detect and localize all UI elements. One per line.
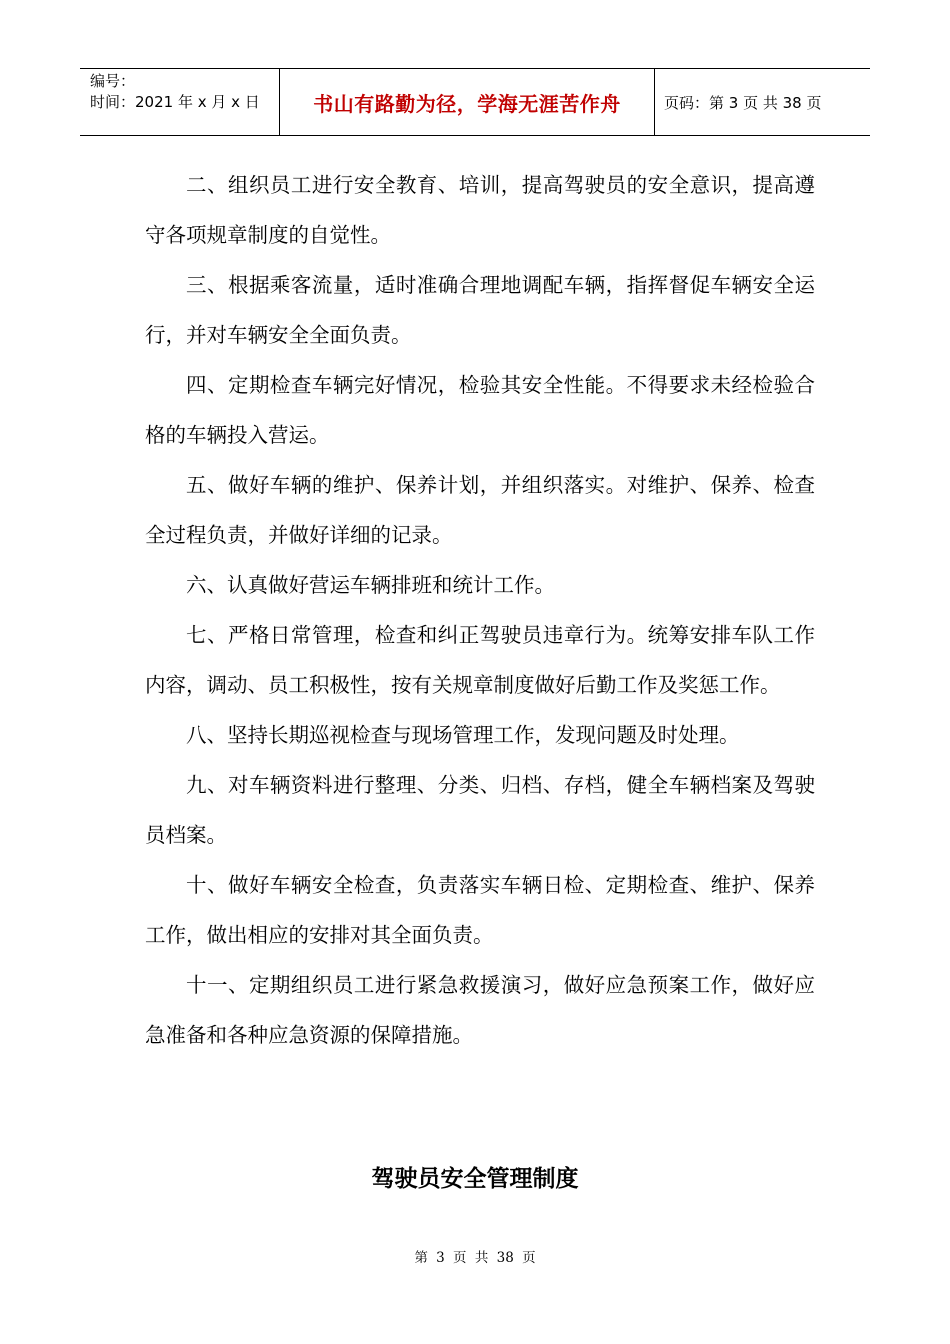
- paragraph-10: 十、做好车辆安全检查，负责落实车辆日检、定期检查、维护、保养工作，做出相应的安排对其全面负责。: [145, 873, 815, 947]
- paragraph-9: 九、对车辆资料进行整理、分类、归档、存档，健全车辆档案及驾驶员档案。: [145, 773, 815, 847]
- page-header: [80, 68, 870, 136]
- header-meta-cell: [80, 69, 280, 135]
- paragraph-2: 二、组织员工进行安全教育、培训，提高驾驶员的安全意识，提高遵守各项规章制度的自觉性。: [145, 173, 815, 247]
- document-body: [145, 160, 815, 1060]
- header-page-cell: [655, 69, 870, 135]
- header-page-number: 页码：第 3 页 共 38 页: [664, 93, 822, 112]
- header-motto: 书山有路勤为径，学海无涯苦作舟: [313, 91, 621, 116]
- section-title: 驾驶员安全管理制度: [371, 1166, 579, 1192]
- document-date-label: 时间：2021 年 x 月 x 日: [90, 93, 260, 111]
- document-code-label: 编号：: [90, 72, 136, 90]
- paragraph-6: 六、认真做好营运车辆排班和统计工作。: [186, 573, 555, 597]
- paragraph-3: 三、根据乘客流量，适时准确合理地调配车辆，指挥督促车辆安全运行，并对车辆安全全面负责。: [145, 273, 815, 347]
- paragraph-5: 五、做好车辆的维护、保养计划，并组织落实。对维护、保养、检查全过程负责，并做好详细的记录。: [145, 473, 815, 547]
- paragraph-4: 四、定期检查车辆完好情况，检验其安全性能。不得要求未经检验合格的车辆投入营运。: [145, 373, 815, 447]
- paragraph-7: 七、严格日常管理，检查和纠正驾驶员违章行为。统筹安排车队工作内容，调动、员工积极性，按有关规章制度做好后勤工作及奖惩工作。: [145, 623, 815, 697]
- header-motto-cell: [280, 69, 655, 135]
- page-footer: 第 3 页 共 38 页: [414, 1250, 536, 1266]
- paragraph-8: 八、坚持长期巡视检查与现场管理工作，发现问题及时处理。: [186, 723, 740, 747]
- paragraph-11: 十一、定期组织员工进行紧急救援演习，做好应急预案工作，做好应急准备和各种应急资源的保障措施。: [145, 973, 815, 1047]
